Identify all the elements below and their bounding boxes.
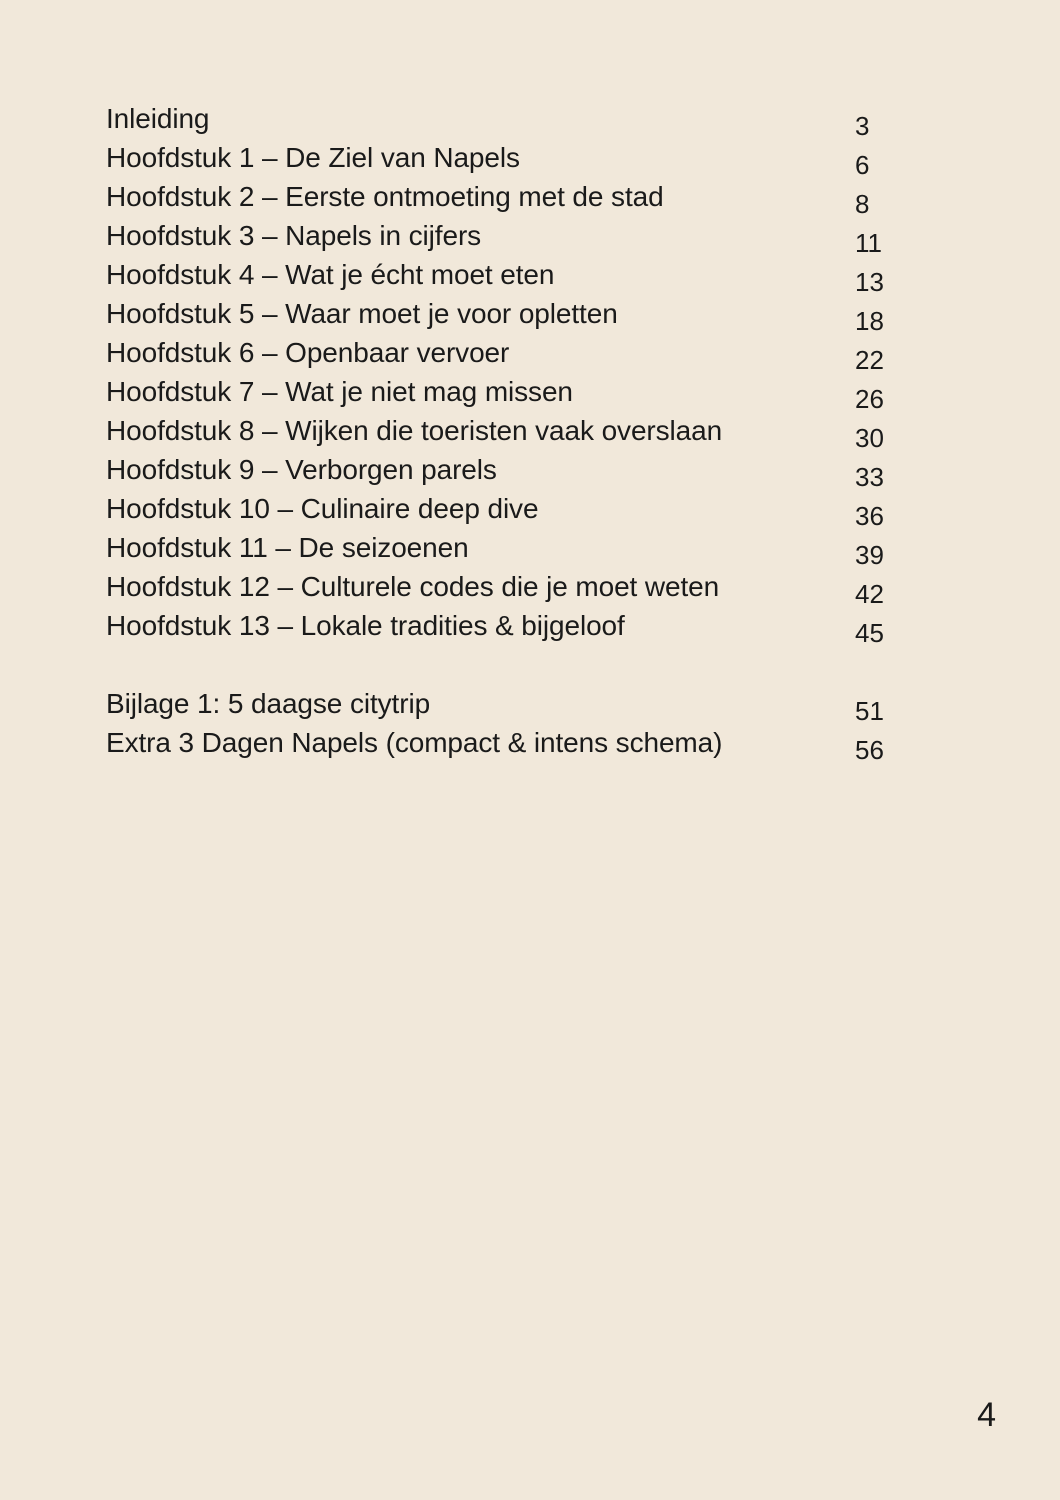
toc-entry[interactable] (106, 372, 986, 414)
toc-entry-page-number: 3 (855, 111, 870, 141)
toc-entry[interactable] (106, 216, 986, 258)
toc-entry[interactable] (106, 450, 986, 492)
toc-entry-title: Hoofdstuk 7 – Wat je niet mag missen (106, 376, 573, 407)
toc-entry-page-number: 6 (855, 150, 870, 180)
toc-entry-page-number: 11 (855, 228, 882, 258)
toc-entry-page-number: 56 (855, 735, 884, 765)
toc-entry[interactable] (106, 138, 986, 180)
toc-entry-page-number: 13 (855, 267, 884, 297)
toc-entry[interactable] (106, 255, 986, 297)
toc-entry[interactable] (106, 333, 986, 375)
toc-entry-page-number: 30 (855, 423, 884, 453)
toc-section-spacer (106, 645, 986, 684)
toc-entry-title: Bijlage 1: 5 daagse citytrip (106, 688, 431, 719)
toc-entry-page-number: 39 (855, 540, 884, 570)
toc-entry[interactable] (106, 294, 986, 336)
toc-entry-title: Hoofdstuk 6 – Openbaar vervoer (106, 337, 510, 368)
toc-entry[interactable] (106, 567, 986, 609)
toc-entry-title: Hoofdstuk 11 – De seizoenen (106, 532, 469, 563)
toc-entry[interactable] (106, 489, 986, 531)
toc-entry-title: Hoofdstuk 9 – Verborgen parels (106, 454, 497, 485)
toc-entry[interactable] (106, 606, 986, 648)
toc-entry-page-number: 8 (855, 189, 870, 219)
toc-entry-page-number: 33 (855, 462, 884, 492)
toc-entry-page-number: 51 (855, 696, 884, 726)
toc-entry[interactable] (106, 723, 986, 765)
table-of-contents (106, 99, 986, 765)
toc-entry-title: Hoofdstuk 10 – Culinaire deep dive (106, 493, 539, 524)
toc-entry[interactable] (106, 528, 986, 570)
toc-entry-title: Hoofdstuk 5 – Waar moet je voor opletten (106, 298, 618, 329)
toc-entry-page-number: 36 (855, 501, 884, 531)
toc-entry-title: Hoofdstuk 13 – Lokale tradities & bijgeloof (106, 610, 625, 641)
toc-entry-title: Hoofdstuk 3 – Napels in cijfers (106, 220, 482, 251)
toc-entry-title: Hoofdstuk 1 – De Ziel van Napels (106, 142, 520, 173)
toc-entry-page-number: 26 (855, 384, 884, 414)
toc-entry[interactable] (106, 684, 986, 726)
toc-entry-title: Extra 3 Dagen Napels (compact & intens schema) (106, 727, 723, 758)
toc-entry-page-number: 45 (855, 618, 884, 648)
toc-entry-title: Hoofdstuk 8 – Wijken die toeristen vaak overslaan (106, 415, 723, 446)
toc-entry-page-number: 22 (855, 345, 884, 375)
toc-entry[interactable] (106, 99, 986, 141)
toc-entry-page-number: 42 (855, 579, 884, 609)
page-number-folio: 4 (977, 1396, 996, 1434)
toc-entry-page-number: 18 (855, 306, 884, 336)
toc-entry[interactable] (106, 177, 986, 219)
toc-entry-title: Hoofdstuk 4 – Wat je écht moet eten (106, 259, 555, 290)
toc-entry-title: Hoofdstuk 2 – Eerste ontmoeting met de stad (106, 181, 664, 212)
toc-entry-title: Hoofdstuk 12 – Culturele codes die je moet weten (106, 571, 720, 602)
toc-entry-title: Inleiding (106, 103, 210, 134)
toc-entry[interactable] (106, 411, 986, 453)
